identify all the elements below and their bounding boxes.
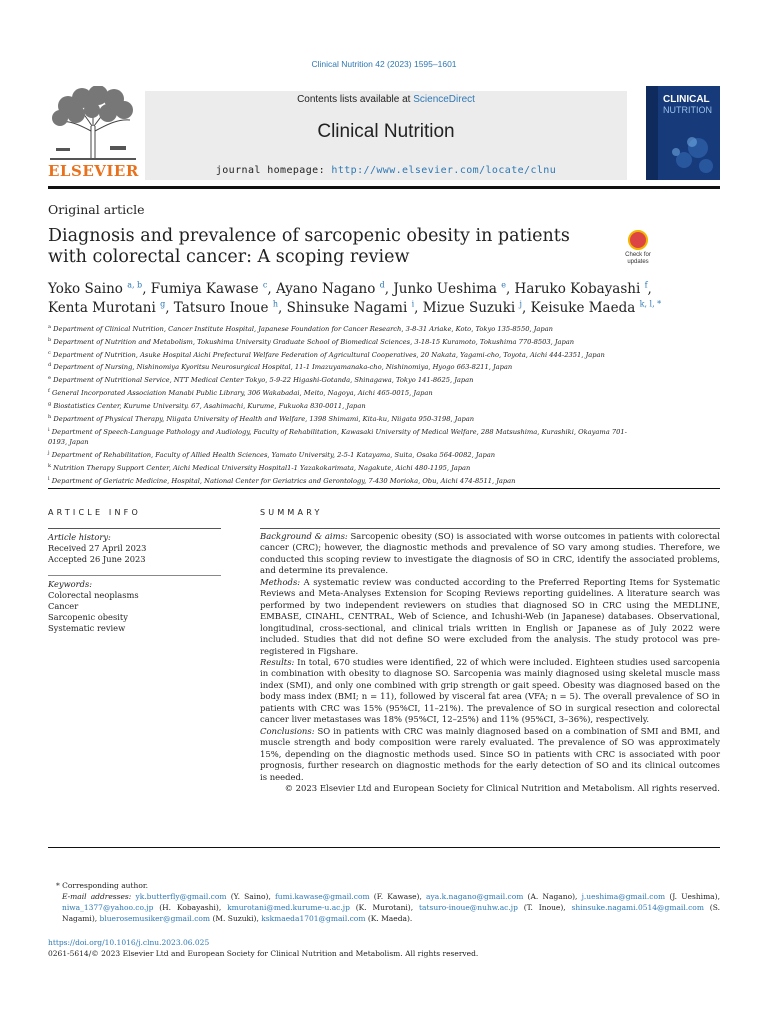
affiliation-key: i: [48, 426, 50, 433]
affiliation-text: Biostatistics Center, Kurume University. 67, Asahimachi, Kurume, Fukuoka 830-0011, Japan: [53, 402, 366, 411]
affiliation-text: Department of Clinical Nutrition, Cancer Institute Hospital, Japanese Foundation for Cancer Research, 3-8-31 Ariake, Koto, Tokyo 135-8550, Japan: [53, 325, 553, 334]
author-affiliation-marker[interactable]: e: [501, 280, 506, 290]
affiliation: [48, 448, 638, 461]
author-list: [48, 280, 688, 318]
history-label: Article history:: [48, 532, 111, 542]
affiliation: [48, 461, 638, 474]
author-separator: ,: [505, 281, 515, 297]
affiliation-text: Department of Geriatric Medicine, Hospital, National Center for Geriatrics and Gerontology, 7-430 Morioka, Obu, Aichi 474-8511, Japan: [51, 476, 516, 485]
author-separator: ,: [142, 281, 151, 297]
affiliation: [48, 474, 638, 487]
affiliation-key: e: [48, 375, 51, 382]
author[interactable]: [515, 281, 652, 297]
abstract-section-text: A systematic review was conducted according to the Preferred Reporting Items for Systematic Reviews and Meta-Analyses Extension for Scoping Reviews reporting guidelines. A literature search was performed by two independent reviewers on studies that diagnosed SO in CRC using the MEDLINE, EMBASE, CINAHL, CENTRAL, Web of Science, and Ichushi-Web (in Japanese) databases. Observational, longitudinal, cross-sectional, and clinical trials written in English or Japanese as of July 2022 were included. Studies that did not define SO were excluded from the analysis. The study protocol was pre-registered in Figshare.: [260, 576, 720, 656]
elsevier-logo[interactable]: [48, 86, 138, 180]
affiliation-text: Department of Nursing, Nishinomiya Kyoritsu Neurosurgical Hospital, 11-1 Imazuyamanaka-cho, Nishinomiya, Hyogo 663-8211, Japan: [53, 363, 513, 372]
homepage-prefix: journal homepage:: [215, 165, 332, 176]
email-link[interactable]: kskmaeda1701@gmail.com: [261, 914, 366, 923]
sciencedirect-link[interactable]: ScienceDirect: [413, 94, 475, 105]
affiliation-key: k: [48, 462, 52, 469]
email-owner: (S. Nagami): [62, 903, 720, 923]
email-link[interactable]: aya.k.nagano@gmail.com: [426, 892, 524, 901]
affiliation-text: Nutrition Therapy Support Center, Aichi Medical University Hospital1-1 Yazakokarimata, Nagakute, Aichi 480-1195, Japan: [53, 464, 471, 473]
abstract-section-label: Conclusions:: [260, 725, 315, 736]
author-affiliation-marker[interactable]: j: [519, 299, 523, 309]
email-link[interactable]: j.ueshima@gmail.com: [581, 892, 666, 901]
article-title: Diagnosis and prevalence of sarcopenic obesity in patients with colorectal cancer: A scoping review: [48, 226, 570, 267]
email-addresses: E-mail addresses: yk.butterfly@gmail.com (Y. Saino), fumi.kawase@gmail.com (F. Kawase), aya.k.nagano@gmail.com (A. Nagano), j.ueshima@gmail.com (J. Ueshima), niwa_1377@yahoo.co.jp (H. Kobayashi), kmurotani@med.kurume-u.ac.jp (K. Murotani), tatsuro-inoue@nuhw.ac.jp (T. Inoue), shinsuke.nagami.0514@gmail.com (S. Nagami), bluerosemusiker@gmail.com (M. Suzuki), kskmaeda1701@gmail.com (K. Maeda).: [62, 892, 720, 923]
email-link[interactable]: niwa_1377@yahoo.co.jp: [62, 903, 154, 912]
author-separator: ,: [414, 300, 423, 316]
email-link[interactable]: tatsuro-inoue@nuhw.ac.jp: [418, 903, 518, 912]
homepage-link[interactable]: http://www.elsevier.com/locate/clnu: [331, 165, 557, 176]
affiliation: [48, 399, 638, 412]
affiliation-text: Department of Nutritional Service, NTT Medical Center Tokyo, 5-9-22 Higashi-Gotanda, Shinagawa, Tokyo 141-8625, Japan: [53, 376, 474, 385]
author-name: Shinsuke Nagami: [286, 300, 408, 316]
section-rule: [48, 488, 720, 489]
affiliation: [48, 373, 638, 386]
author-separator: ,: [165, 300, 174, 316]
abstract-section: [260, 657, 720, 726]
author-name: Mizue Suzuki: [422, 300, 516, 316]
email-owner: (A. Nagano): [527, 892, 576, 901]
abstract-section: [260, 531, 720, 577]
author[interactable]: [287, 300, 423, 316]
author-name: Fumiya Kawase: [150, 281, 259, 297]
email-owner: (H. Kobayashi): [159, 903, 219, 912]
article-info-rule: [48, 528, 221, 529]
affiliation-key: d: [48, 362, 52, 369]
affiliation-key: j: [48, 450, 50, 457]
affiliation: [48, 412, 638, 425]
header-rule: [48, 186, 720, 189]
accepted-date: Accepted 26 June 2023: [48, 554, 146, 564]
abstract-section-label: Background & aims:: [260, 531, 348, 541]
summary-rule: [260, 528, 720, 529]
abstract: [260, 531, 720, 794]
affiliation-key: l: [48, 475, 50, 482]
email-owner: (M. Suzuki): [212, 914, 257, 923]
affiliation: [48, 425, 638, 448]
abstract-section-text: In total, 670 studies were identified, 22 of which were included. Eighteen studies used sarcopenia in combination with obesity to diagnose SO. Sarcopenia was mainly diagnosed using skeletal muscle mass index (SMI), and only one combined with grip strength or gait speed. Obesity was diagnosed based on the body mass index (BMI; n = 11), followed by visceral fat area (VFA; n = 5). The overall prevalence of SO in patients with CRC was 15% (95%CI, 11–21%). The prevalence of SO in surgical resection and colorectal cancer liver metastases was 18% (95%CI, 12–25%) and 11% (95%CI, 3–36%), respectively.: [260, 656, 720, 725]
article-info-heading: ARTICLE INFO: [48, 508, 141, 517]
author-separator: ,: [267, 281, 276, 297]
doi-link[interactable]: https://doi.org/10.1016/j.clnu.2023.06.025: [48, 938, 210, 947]
copyright-notice: © 2023 Elsevier Ltd and European Society for Clinical Nutrition and Metabolism. All rights reserved.: [284, 782, 720, 793]
cover-art-icon: [646, 86, 720, 180]
abstract-section-text: SO in patients with CRC was mainly diagnosed based on a combination of SMI and BMI, and muscle strength and body composition were rarely evaluated. The prevalence of SO was approximately 15%, depending on the diagnostic methods used. Since SO in patients with CRC is associated with poor prognosis, further research on diagnostic methods for the early detection of SO and its clinical outcomes is needed.: [260, 725, 720, 782]
author-name: Yoko Saino: [48, 281, 123, 297]
journal-citation[interactable]: Clinical Nutrition 42 (2023) 1595–1601: [311, 59, 457, 69]
keyword[interactable]: Cancer: [48, 601, 79, 611]
affiliation-key: h: [48, 413, 52, 420]
issn-line: 0261-5614/© 2023 Elsevier Ltd and European Society for Clinical Nutrition and Metabolism. All rights reserved.: [48, 949, 479, 958]
email-owner: (T. Inoue): [523, 903, 564, 912]
author-name: Tatsuro Inoue: [173, 300, 269, 316]
cover-title: CLINICAL: [663, 94, 710, 105]
email-link[interactable]: kmurotani@med.kurume-u.ac.jp: [227, 903, 350, 912]
affiliation-list: [48, 322, 638, 487]
affiliation-key: a: [48, 324, 51, 330]
affiliation-text: Department of Nutrition, Asuke Hospital Aichi Prefectural Welfare Federation of Agricultural Cooperatives, 20 Nakata, Yagami-cho, Toyota, Aichi 444-2351, Japan: [52, 350, 605, 359]
author-affiliation-marker[interactable]: a, b: [127, 280, 143, 290]
author[interactable]: [48, 300, 174, 316]
check-updates-label: Check for updates: [625, 252, 651, 265]
affiliation-key: b: [48, 336, 52, 343]
email-owner: (K. Maeda): [367, 914, 410, 923]
affiliation: [48, 348, 638, 361]
keyword[interactable]: Colorectal neoplasms: [48, 590, 139, 600]
abstract-section-label: Results:: [260, 656, 295, 667]
email-link[interactable]: yk.butterfly@gmail.com: [135, 892, 227, 901]
tree-icon: [48, 86, 138, 162]
email-owner: (F. Kawase): [373, 892, 420, 901]
author-name: Keisuke Maeda: [530, 300, 636, 316]
cover-subtitle: NUTRITION: [663, 105, 712, 115]
affiliation-text: Department of Nutrition and Metabolism, Tokushima University Graduate School of Biomedical Sciences, 3-18-15 Kuramoto, Tokushima 770-8503, Japan: [53, 338, 575, 347]
keyword[interactable]: Systematic review: [48, 623, 126, 633]
author-name: Junko Ueshima: [393, 281, 497, 297]
keywords-rule: [48, 575, 221, 576]
author[interactable]: [48, 281, 151, 297]
keywords-label: Keywords:: [48, 579, 93, 589]
abstract-section: [260, 726, 720, 783]
author[interactable]: [531, 300, 662, 316]
keywords-block: [48, 579, 223, 634]
email-label: E-mail addresses:: [62, 892, 132, 901]
affiliation-text: General Incorporated Association Manabi Public Library, 306 Wakabadai, Meito, Nagoya, Aichi 465-0015, Japan: [52, 389, 433, 398]
summary-heading: SUMMARY: [260, 508, 323, 517]
contents-line: [145, 94, 627, 105]
affiliation: [48, 360, 638, 373]
author-affiliation-marker[interactable]: g: [160, 299, 166, 309]
author[interactable]: [276, 281, 393, 297]
check-updates-icon: [628, 230, 648, 250]
received-date: Received 27 April 2023: [48, 543, 147, 553]
author-name: Haruko Kobayashi: [514, 281, 641, 297]
affiliation-key: c: [48, 349, 51, 356]
author-affiliation-marker[interactable]: f: [644, 280, 648, 290]
affiliation-text: Department of Physical Therapy, Niigata University of Health and Welfare, 1398 Shimami, Kita-ku, Niigata 950-3198, Japan: [53, 415, 475, 424]
article-type: Original article: [48, 202, 145, 217]
email-owner: (J. Ueshima): [669, 892, 718, 901]
abstract-section-label: Methods:: [260, 576, 301, 587]
author[interactable]: [423, 300, 531, 316]
author[interactable]: [151, 281, 276, 297]
author-separator: ,: [647, 281, 652, 297]
affiliation: [48, 386, 638, 399]
corresponding-author-note: * Corresponding author.: [56, 881, 149, 890]
affiliation-key: g: [48, 400, 52, 407]
author[interactable]: [393, 281, 514, 297]
author-separator: ,: [384, 281, 394, 297]
affiliation-text: Department of Speech-Language Pathology and Audiology, Faculty of Rehabilitation, Kawasaki University of Medical Welfare, 288 Matsushima, Kurashiki, Okayama 701-0193, Japan: [48, 427, 627, 447]
homepage-line: [145, 165, 627, 176]
journal-cover-image[interactable]: [646, 86, 720, 180]
footer-rule: [48, 847, 720, 848]
author-separator: ,: [278, 300, 287, 316]
journal-banner: [145, 91, 627, 180]
email-link[interactable]: bluerosemusiker@gmail.com: [99, 914, 211, 923]
affiliation-text: Department of Rehabilitation, Faculty of Allied Health Sciences, Yamato University, 2-5-1 Katayama, Suita, Osaka 564-0082, Japan: [51, 451, 496, 460]
abstract-section: [260, 577, 720, 657]
author-affiliation-marker[interactable]: i: [411, 299, 415, 309]
email-link[interactable]: fumi.kawase@gmail.com: [275, 892, 370, 901]
contents-prefix: Contents lists available at: [297, 94, 414, 105]
affiliation-key: f: [48, 388, 50, 395]
affiliation: [48, 335, 638, 348]
footnotes: [48, 880, 720, 924]
check-for-updates-button[interactable]: [619, 230, 657, 268]
journal-name[interactable]: Clinical Nutrition: [317, 121, 455, 142]
affiliation: [48, 322, 638, 335]
author-separator: ,: [522, 300, 531, 316]
author-name: Ayano Nagano: [275, 281, 376, 297]
author-affiliation-marker[interactable]: h: [272, 299, 278, 309]
author[interactable]: [174, 300, 287, 316]
keyword[interactable]: Sarcopenic obesity: [48, 612, 128, 622]
author-affiliation-marker[interactable]: k, l, *: [639, 299, 662, 309]
author-name: Kenta Murotani: [48, 300, 156, 316]
elsevier-wordmark: ELSEVIER: [48, 162, 139, 180]
email-owner: (Y. Saino): [230, 892, 269, 901]
email-owner: (K. Murotani): [355, 903, 411, 912]
email-link[interactable]: shinsuke.nagami.0514@gmail.com: [571, 903, 704, 912]
author-affiliation-marker[interactable]: d: [379, 280, 385, 290]
abstract-section-text: Sarcopenic obesity (SO) is associated with worse outcomes in patients with colorectal cancer (CRC); however, the diagnostic methods and prevalence of SO vary among studies. Therefore, we conducted this scoping review to investigate the diagnosis of SO in CRC, identify the associated problems, and determine its prevalence.: [260, 531, 720, 576]
author-affiliation-marker[interactable]: c: [262, 280, 268, 290]
journal-header: [48, 86, 720, 180]
article-history: [48, 532, 223, 565]
keyword-list: [48, 590, 223, 634]
